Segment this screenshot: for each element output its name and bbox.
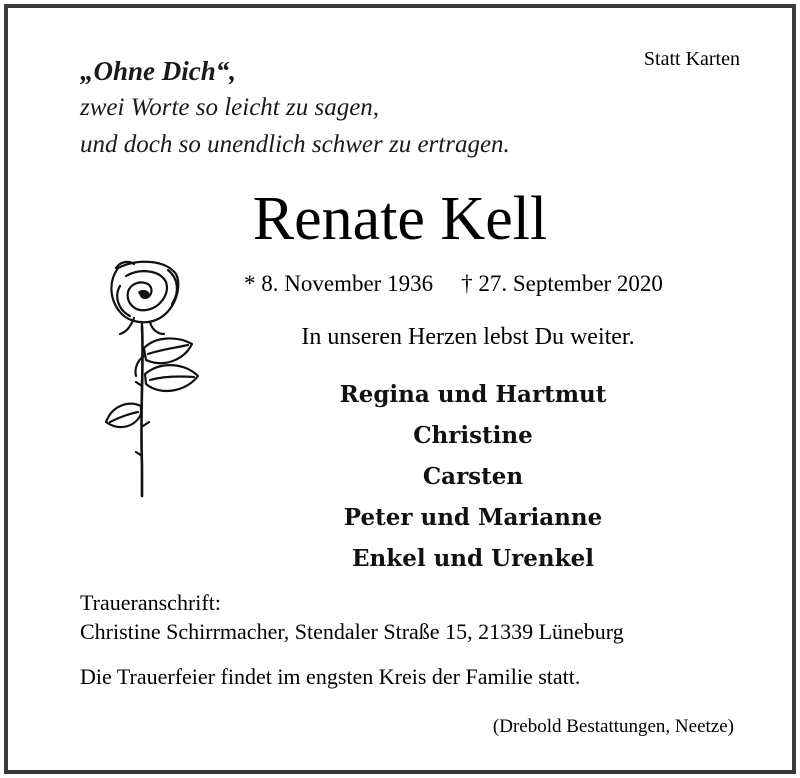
quote-line-2: und doch so unendlich schwer zu ertragen. [80,131,510,158]
motto: In unseren Herzen lebst Du weiter. [301,324,635,350]
obituary-notice [4,4,796,774]
mourner-name: Peter und Marianne [343,504,603,531]
mourners-list [148,374,798,579]
quote-line-1: zwei Worte so leicht zu sagen, [80,94,380,121]
address-label: Traueranschrift: [80,590,221,615]
deceased-name: Renate Kell [252,185,548,253]
birth-date: * 8. November 1936 [244,271,434,296]
mourner-name: Regina und Hartmut [339,381,607,408]
life-dates [244,271,663,297]
death-date: † 27. September 2020 [461,271,663,296]
mourning-address: Christine Schirrmacher, Stendaler Straße 15, 21339 Lüneburg [80,619,624,644]
mourner-name: Carsten [422,463,524,490]
rose-icon [98,256,208,506]
statt-karten-label: Statt Karten [643,48,740,70]
quote-title: „Ohne Dich“, [80,56,237,86]
mourner-name: Enkel und Urenkel [352,545,594,572]
service-note: Die Trauerfeier findet im engsten Kreis der Familie statt. [80,664,581,689]
undertaker-credit: (Drebold Bestattungen, Neetze) [492,716,734,737]
mourner-name: Christine [413,422,533,449]
